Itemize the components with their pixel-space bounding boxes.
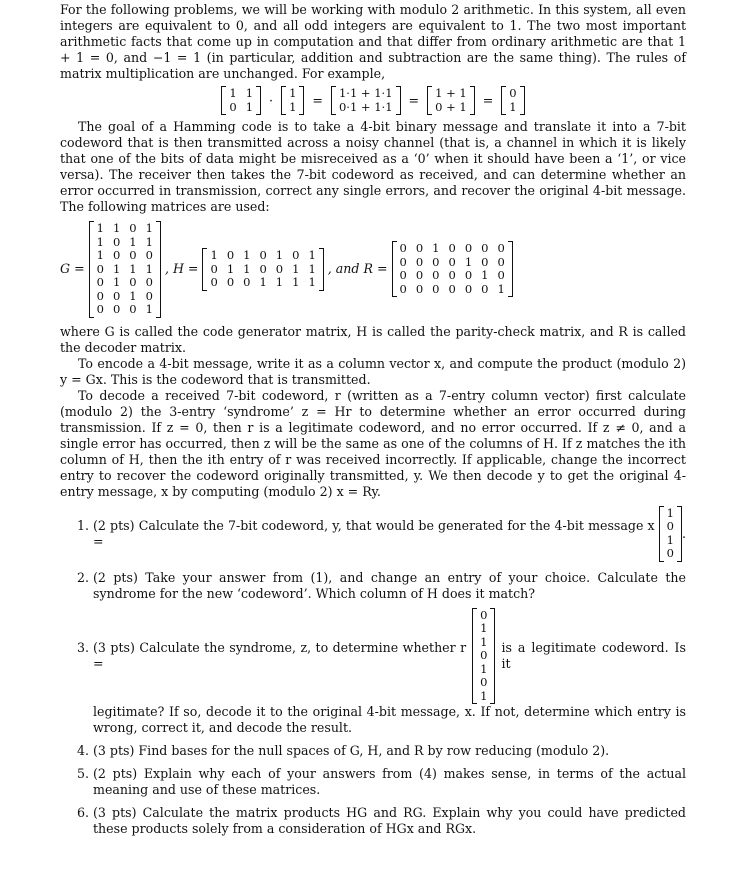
problem-5-text: (2 pts) Explain why each of your answers from (4) makes sense, in terms of the actual meaning and use of these matrices. [93, 766, 686, 797]
dot-operator: · [269, 92, 274, 108]
matrix-entry: 0 [415, 268, 424, 283]
matrix-entry: 1 [480, 661, 488, 676]
matrix-entry: 1 + 1 [435, 86, 467, 100]
matrix-entry: 0 [145, 288, 153, 303]
right-bracket [470, 86, 475, 115]
document-page [60, 2, 686, 837]
r-label: , and R = [327, 261, 388, 277]
matrix-entry: 1 [145, 302, 153, 316]
matrix-entry: 0 [210, 261, 218, 276]
matrix-grid [286, 86, 299, 115]
matrix-entry: 0 [497, 268, 505, 283]
matrix-entry: 1 [308, 275, 316, 289]
matrix-entry: 1 [292, 261, 300, 276]
right-bracket [299, 86, 304, 115]
matrix-grid [226, 86, 256, 115]
matrix-entry: 0 [481, 241, 489, 256]
received-vector-r [472, 608, 495, 705]
matrix-entry: 1 [480, 688, 488, 703]
matrix-entry: 1 [480, 621, 488, 635]
matrix-entry: 0 [509, 86, 517, 100]
matrix-entry: 0 [464, 241, 473, 256]
matrix-entry: 1 [210, 248, 218, 262]
matrix-entry: 0 [226, 275, 235, 289]
matrix-entry: 0·1 + 1·1 [338, 99, 393, 114]
right-bracket [520, 86, 525, 115]
encode-paragraph: To encode a 4-bit message, write it as a column vector x, and compute the product (modulo 2) y = Gx. This is the codeword that is transmitted. [60, 355, 686, 387]
matrix-entry: 1 [145, 261, 153, 276]
matrix-entry: 1 [432, 241, 440, 256]
matrix-entry: 0 [464, 281, 473, 296]
matrix-entry: 0 [666, 546, 674, 560]
matrix-entry: 1 [308, 248, 316, 262]
matrix-entry: 0 [415, 254, 424, 269]
matrix-entry: 0 [481, 281, 489, 296]
matrix-entry: 0 [432, 281, 440, 296]
matrix-entry: 1 [129, 261, 137, 276]
matrix-entry: 1 [666, 505, 674, 520]
matrix-entry: 0 [464, 268, 473, 283]
matrix-entry: 0 [480, 675, 488, 689]
matrix-entry: 1 [229, 86, 237, 100]
matrix-grid [506, 86, 519, 115]
matrix-entry: 0 [229, 99, 237, 114]
matrix-entry: 0 [129, 248, 137, 262]
matrix-entry: 0 [145, 248, 153, 262]
matrix-entry: 0 [96, 288, 104, 303]
matrix-entry: 1 [509, 99, 517, 114]
matrix-entry: 0 [399, 268, 407, 283]
decoder-matrix-r [392, 241, 513, 297]
matrix-entry: 0 [399, 241, 407, 256]
matrix-entry: 1 [112, 261, 121, 276]
problem-1 [93, 506, 686, 562]
matrix-entry: 1 [243, 248, 251, 262]
matrix-entry: 1 [480, 634, 488, 649]
matrix-entry: 0 [129, 221, 137, 235]
hamming-intro-paragraph: The goal of a Hamming code is to take a 4-bit binary message and translate it into a 7-bit codeword that is then transmitted across a noisy channel (that is, a channel in which it is likely that one of the bits of data might be misreceived as a ‘0’ when it should have been a ‘1’, or vice versa). The receiver then takes the 7-bit codeword as received, and can determine whether an error occurred in transmission, correct any single errors, and recover the original 4-bit message. The following matrices are used: [60, 119, 686, 214]
matrix-entry: 1 [96, 248, 104, 262]
matrix-entry: 1 [245, 99, 254, 114]
matrix-entry: 0 [96, 261, 104, 276]
right-bracket [256, 86, 261, 115]
matrix-entry: 1 [497, 281, 505, 296]
example-result-vector [501, 86, 524, 115]
right-bracket [490, 608, 495, 705]
message-vector-x [659, 506, 682, 562]
matrix-entry: 0 [432, 268, 440, 283]
problem-6-text: (3 pts) Calculate the matrix products HG and RG. Explain why you could have predicted these products solely from a consideration of HGx and RGx. [93, 805, 686, 836]
example-matrix-a [221, 86, 261, 115]
problem-2 [93, 570, 686, 602]
matrix-grid [432, 86, 470, 115]
problem-1-period: . [681, 525, 686, 541]
matrix-entry: 0 [292, 248, 300, 262]
intro-paragraph: For the following problems, we will be working with modulo 2 arithmetic. In this system, all even integers are equivalent to 0, and all odd integers are equivalent to 1. The two most important arithmetic facts that come up in computation and that differ from ordinary arithmetic are that 1 + 1 = 0, and −1 = 1 (in particular, addition and subtraction are the same thing). The rules of matrix multiplication are unchanged. For example, [60, 2, 686, 81]
right-bracket [508, 241, 513, 297]
equals-sign: = [312, 92, 323, 108]
g-label: G = [60, 261, 85, 277]
example-product-expression [331, 86, 401, 115]
generator-matrix-g [89, 221, 161, 318]
matrix-entry: 0 [666, 519, 674, 533]
matrix-grid [397, 241, 508, 297]
matrix-entry: 0 [481, 254, 489, 269]
matrix-entry: 0 [129, 302, 137, 316]
equals-sign: = [482, 92, 494, 108]
problem-list [60, 506, 686, 838]
problem-3-text-a: 3. (3 pts) Calculate the syndrome, z, to determine whether r = [93, 639, 467, 671]
matrix-grid [664, 506, 677, 562]
matrix-entry: 0 [112, 288, 121, 303]
matrix-entry: 0 [243, 275, 251, 289]
right-bracket [319, 248, 324, 291]
matrix-entry: 0 [448, 281, 456, 296]
matrix-entry: 1 [129, 234, 137, 249]
matrix-entry: 0 [448, 268, 456, 283]
matrix-entry: 1 [292, 275, 300, 289]
matrix-entry: 1 [226, 261, 235, 276]
equals-sign: = [408, 92, 420, 108]
example-sum-expression [427, 86, 475, 115]
matrix-entry: 1 [666, 532, 674, 547]
problem-3-text-b: is a legitimate codeword. Is it [501, 639, 686, 671]
matrix-entry: 0 [448, 254, 456, 269]
matrix-entry: 0 [399, 281, 407, 296]
problem-2-text: (2 pts) Take your answer from (1), and change an entry of your choice. Calculate the syndrome for the new ‘codeword’. Which column of H does it match? [93, 569, 686, 601]
matrix-entry: 0 [480, 607, 488, 622]
matrix-grid [336, 86, 396, 115]
matrix-entry: 0 [129, 275, 137, 289]
matrix-entry: 1 [464, 254, 473, 269]
matrix-grid [477, 608, 490, 705]
parity-check-matrix-h [202, 248, 323, 291]
matrix-entry: 1 [112, 275, 121, 289]
example-equation [60, 86, 686, 115]
matrix-entry: 0 [275, 261, 284, 276]
matrix-entry: 0 [112, 234, 121, 249]
matrix-entry: 0 [415, 281, 424, 296]
matrix-entry: 0 [226, 248, 235, 262]
matrix-entry: 1 [145, 234, 153, 249]
matrix-entry: 0 [497, 241, 505, 256]
matrix-entry: 1 [289, 99, 297, 114]
problem-3-text-c: legitimate? If so, decode it to the original 4-bit message, x. If not, determine which entry is wrong, correct it, and decode the result. [93, 704, 686, 735]
matrix-entry: 0 [112, 302, 121, 316]
matrix-entry: 1 [96, 221, 104, 235]
matrix-definitions [60, 221, 686, 318]
matrix-entry: 0 + 1 [435, 99, 467, 114]
matrix-entry: 0 [210, 275, 218, 289]
matrix-entry: 0 [480, 648, 488, 662]
right-bracket [396, 86, 401, 115]
problem-3 [93, 608, 686, 737]
matrix-entry: 1 [289, 86, 297, 100]
matrix-description-paragraph: where G is called the code generator matrix, H is called the parity-check matrix, and R is called the decoder matrix. [60, 323, 686, 355]
decode-paragraph: To decode a received 7-bit codeword, r (written as a 7-entry column vector) first calculate (modulo 2) the 3-entry ‘syndrome’ z = Hr to determine whether an error occurred during transmission. If z = 0, then r is a legitimate codeword, and no error occurred. If z ≠ 0, and a single error has occurred, then z will be the same as one of the columns of H. If z matches the ith column of H, then the ith entry of r was received incorrectly. If applicable, change the incorrect entry to recover the codeword originally transmitted, y. We then decode y to get the original 4-entry message, x by computing (modulo 2) x = Ry. [60, 387, 686, 499]
matrix-entry: 1 [243, 261, 251, 276]
matrix-entry: 1 [275, 248, 284, 262]
h-label: , H = [164, 261, 199, 277]
matrix-entry: 0 [399, 254, 407, 269]
matrix-entry: 1 [308, 261, 316, 276]
problem-5 [93, 766, 686, 798]
matrix-entry: 1 [145, 221, 153, 235]
matrix-entry: 1·1 + 1·1 [338, 86, 393, 100]
matrix-entry: 0 [112, 248, 121, 262]
matrix-entry: 0 [497, 254, 505, 269]
problem-1-text: 1. (2 pts) Calculate the 7-bit codeword, y, that would be generated for the 4-bit message x = [93, 517, 655, 549]
problem-6 [93, 805, 686, 837]
matrix-entry: 1 [481, 268, 489, 283]
matrix-grid [94, 221, 156, 318]
matrix-entry: 0 [415, 241, 424, 256]
matrix-grid [207, 248, 318, 291]
problem-4 [93, 743, 686, 759]
matrix-entry: 0 [96, 275, 104, 289]
problem-4-text: (3 pts) Find bases for the null spaces of G, H, and R by row reducing (modulo 2). [93, 743, 610, 758]
matrix-entry: 1 [259, 275, 267, 289]
matrix-entry: 0 [259, 261, 267, 276]
example-vector [281, 86, 304, 115]
matrix-entry: 1 [245, 86, 254, 100]
matrix-entry: 1 [129, 288, 137, 303]
matrix-entry: 0 [145, 275, 153, 289]
matrix-entry: 1 [112, 221, 121, 235]
matrix-entry: 0 [432, 254, 440, 269]
matrix-entry: 0 [259, 248, 267, 262]
right-bracket [156, 221, 161, 318]
matrix-entry: 1 [275, 275, 284, 289]
matrix-entry: 1 [96, 234, 104, 249]
matrix-entry: 0 [96, 302, 104, 316]
matrix-entry: 0 [448, 241, 456, 256]
